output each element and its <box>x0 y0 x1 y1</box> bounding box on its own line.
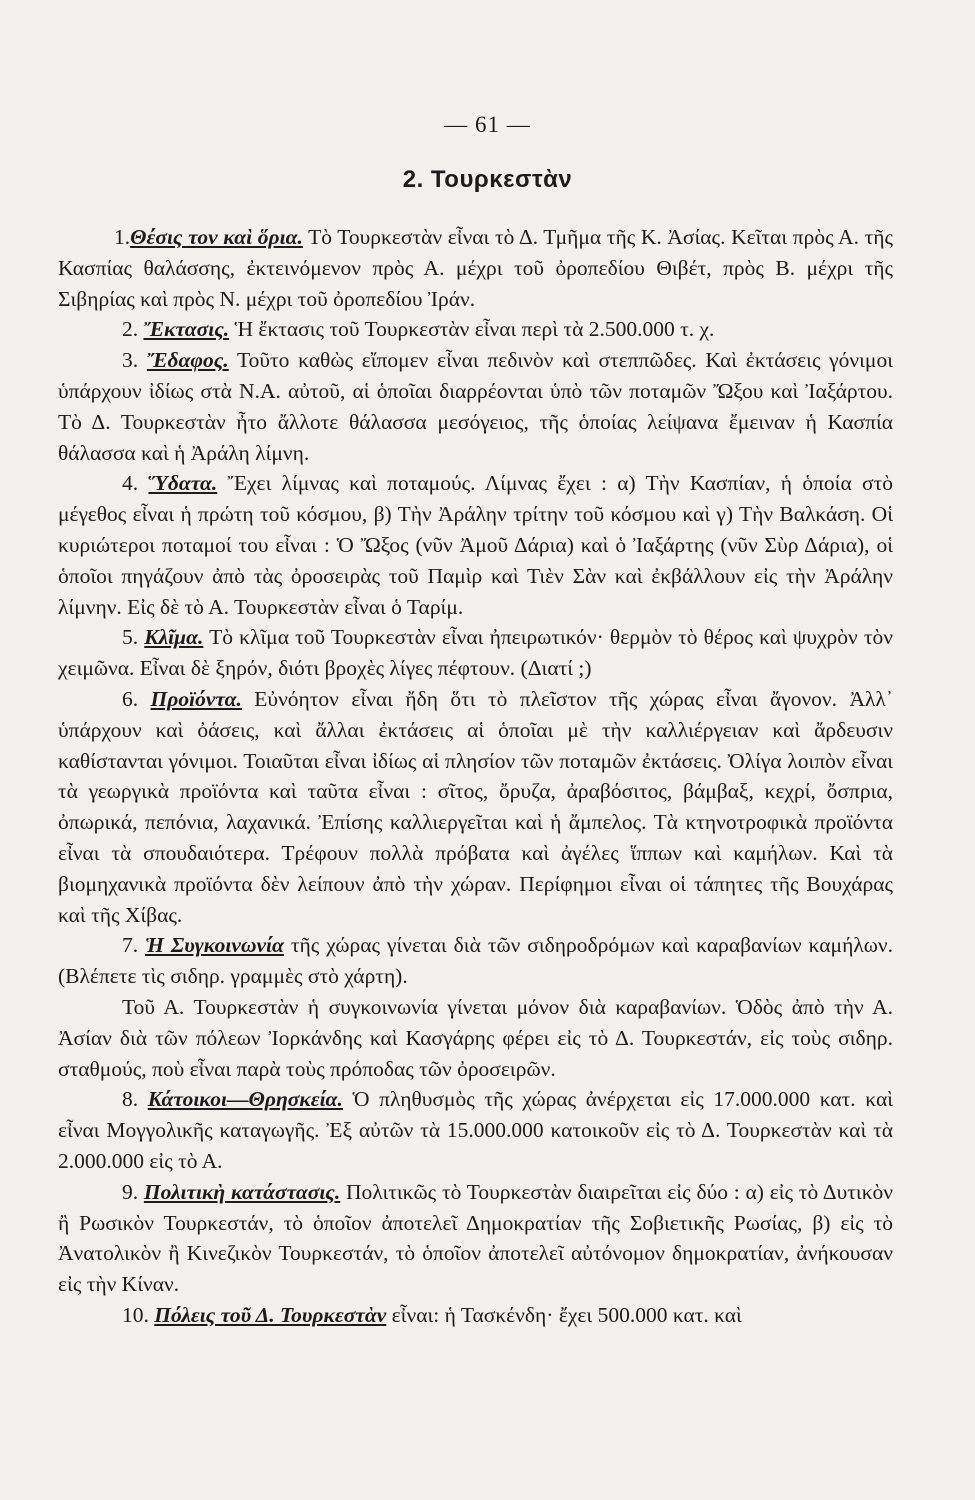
section-products <box>58 684 893 930</box>
section-terrain <box>58 345 893 468</box>
section-climate <box>58 622 893 684</box>
section-number: 9. <box>122 1179 139 1204</box>
section-text: Ὁ πληθυσμὸς τῆς χώρας ἀνέρχεται εἰς 17.000.000 κατ. καὶ εἶναι Μογγολικῆς καταγωγῆς. Ἐξ αὐτῶν τὰ 15.000.000 κατοικοῦν εἰς τὸ Δ. Τουρκεστὰν καὶ τὰ 2.000.000 εἰς τὸ Α. <box>58 1087 893 1173</box>
section-number: 3. <box>122 348 139 373</box>
section-number: 4. <box>122 471 139 496</box>
section-heading: Κλῖμα. <box>144 625 204 650</box>
section-text: Πολιτικῶς τὸ Τουρκεστὰν διαιρεῖται εἰς δύο : α) εἰς τὸ Δυτικὸν ἢ Ρωσικὸν Τουρκεστάν, τὸ ὁποῖον ἀποτελεῖ Δημοκρατίαν τῆς Σοβιετικῆς Ρωσίας, β) εἰς τὸ Ἀνατολικὸν ἢ Κινεζικὸν Τουρκεστάν, τὸ ὁποῖον ἀποτελεῖ αὐτόνομον δημοκρατίαν, ἀνήκουσαν εἰς τὴν Κίναν. <box>58 1179 893 1297</box>
section-number: 2. <box>122 317 139 342</box>
section-position-borders <box>58 222 893 314</box>
section-text: Τὸ Τουρκεστὰν εἶναι τὸ Δ. Τμῆμα τῆς Κ. Ἀσίας. Κεῖται πρὸς Α. τῆς Κασπίας θαλάσσης, ἐκτεινόμενον πρὸς Α. μέχρι τοῦ ὀροπεδίου Θιβέτ, πρὸς Β. μέχρι τῆς Σιβηρίας καὶ πρὸς Ν. μέχρι τοῦ ὀροπεδίου Ἰράν. <box>58 225 893 311</box>
chapter-title: 2. Τουρκεστὰν <box>402 166 573 193</box>
section-communication-east <box>58 992 893 1084</box>
section-text: Τοῦ Α. Τουρκεστὰν ἡ συγκοινωνία γίνεται μόνον διὰ καραβανίων. Ὁδὸς ἀπὸ τὴν Α. Ἀσίαν διὰ τῶν πόλεων Ἰορκάνδης καὶ Κασγάρης φέρει εἰς τὸ Δ. Τουρκεστάν, εἰς τοὺς σιδηρ. σταθμούς, ποὺ εἶναι παρὰ τοὺς πρόποδας τῶν ὀροσειρῶν. <box>58 994 893 1081</box>
page-number: — 61 — <box>444 112 531 137</box>
section-number: 7. <box>122 933 139 958</box>
section-number: 10. <box>122 1302 149 1327</box>
section-inhabitants-religion <box>58 1084 893 1176</box>
section-text: εἶναι: ἡ Τασκένδη· ἔχει 500.000 κατ. καὶ <box>386 1302 742 1327</box>
section-heading: Προϊόντα. <box>150 686 242 711</box>
section-waters <box>58 468 893 622</box>
section-text: Ἡ ἔκτασις τοῦ Τουρκεστὰν εἶναι περὶ τὰ 2.500.000 τ. χ. <box>229 317 715 342</box>
section-text: Εὐνόητον εἶναι ἤδη ὅτι τὸ πλεῖστον τῆς χώρας εἶναι ἄγονον. Ἀλλ᾽ ὑπάρχουν καὶ ὀάσεις, καὶ ἄλλαι ἐκτάσεις αἱ ὁποῖαι μὲ τὴν καλλιέργειαν καὶ ἄρδευσιν καθίστανται γόνιμοι. Τοιαῦται εἶναι ἰδίως αἱ πλησίον τῶν ποταμῶν ἐκτάσεις. Ὀλίγα λοιπὸν εἶναι τὰ γεωργικὰ προϊόντα καὶ ταῦτα εἶναι : σῖτος, ὄρυζα, ἀραβόσιτος, βάμβαξ, κεχρί, ὄσπρια, ὀπωρικά, πεπόνια, λαχανικά. Ἐπίσης καλλιεργεῖται καὶ ἡ ἄμπελος. Τὰ κτηνοτροφικὰ προϊόντα εἶναι τὰ σπουδαιότερα. Τρέφουν πολλὰ πρόβατα καὶ ἀγέλες ἵππων καὶ καμήλων. Καὶ τὰ βιομηχανικὰ προϊόντα δὲν λείπουν ἀπὸ τὴν χώραν. Περίφημοι εἶναι οἱ τάπητες τῆς Βουχάρας καὶ τῆς Χίβας. <box>58 686 893 927</box>
section-heading: Πόλεις τοῦ Δ. Τουρκεστὰν <box>154 1302 387 1327</box>
section-cities <box>58 1300 893 1331</box>
section-heading: Ἔκτασις. <box>143 317 230 342</box>
section-text: Τὸ κλῖμα τοῦ Τουρκεστὰν εἶναι ἠπειρωτικόν· θερμὸν τὸ θέρος καὶ ψυχρὸν τὸν χειμῶνα. Εἶναι δὲ ξηρόν, διότι βροχὲς λίγες πέφτουν. (Διατί ;) <box>58 625 893 681</box>
section-number: 1. <box>114 225 131 249</box>
section-heading: Ὕδατα. <box>148 471 218 496</box>
section-number: 5. <box>122 625 139 650</box>
section-heading: Πολιτικὴ κατάστασις. <box>143 1179 341 1204</box>
section-text: Τοῦτο καθὼς εἴπομεν εἶναι πεδινὸν καὶ στεππῶδες. Καὶ ἐκτάσεις γόνιμοι ὑπάρχουν ἰδίως στὰ Ν.Α. αὐτοῦ, αἱ ὁποῖαι διαρρέονται ὑπὸ τῶν ποταμῶν Ὤξου καὶ Ἰαξάρτου. Τὸ Δ. Τουρκεστὰν ἦτο ἄλλοτε θάλασσα μεσόγειος, τῆς ὁποίας λείψανα ἔμειναν ἡ Κασπία θάλασσα καὶ ἡ Ἀράλη λίμνη. <box>58 348 893 465</box>
section-heading: Ἔδαφος. <box>146 348 229 373</box>
section-political-status <box>58 1177 893 1300</box>
section-heading: Θέσις τον καὶ ὅρια. <box>130 225 303 249</box>
section-text: τῆς χώρας γίνεται διὰ τῶν σιδηροδρόμων καὶ καραβανίων καμήλων. (Βλέπετε τὶς σιδηρ. γραμμὲς στὸ χάρτη). <box>58 933 893 989</box>
section-area <box>58 314 893 345</box>
section-text: Ἔχει λίμνας καὶ ποταμούς. Λίμνας ἔχει : α) Τὴν Κασπίαν, ἡ ὁποία στὸ μέγεθος εἶναι ἡ πρώτη τοῦ κόσμου, β) Τὴν Ἀράλην τρίτην τοῦ κόσμου καὶ γ) Τὴν Βαλκάση. Οἱ κυριώτεροι ποταμοί του εἶναι : Ὁ Ὤξος (νῦν Ἀμοῦ Δάρια) καὶ ὁ Ἰαξάρτης (νῦν Σὺρ Δάρια), οἱ ὁποῖοι πηγάζουν ἀπὸ τὰς ὀροσειρὰς τοῦ Παμὶρ καὶ Τιὲν Σὰν καὶ ἐκβάλλουν εἰς τὴν Ἀράλην λίμνην. Εἰς δὲ τὸ Α. Τουρκεστὰν εἶναι ὁ Ταρίμ. <box>58 471 894 619</box>
section-communication <box>58 930 893 992</box>
section-number: 6. <box>122 686 139 711</box>
section-number: 8. <box>122 1087 139 1112</box>
body-text <box>58 222 893 1331</box>
section-heading: Ἡ Συγκοινωνία <box>145 933 284 958</box>
section-heading: Κάτοικοι—Θρησκεία. <box>147 1087 343 1112</box>
